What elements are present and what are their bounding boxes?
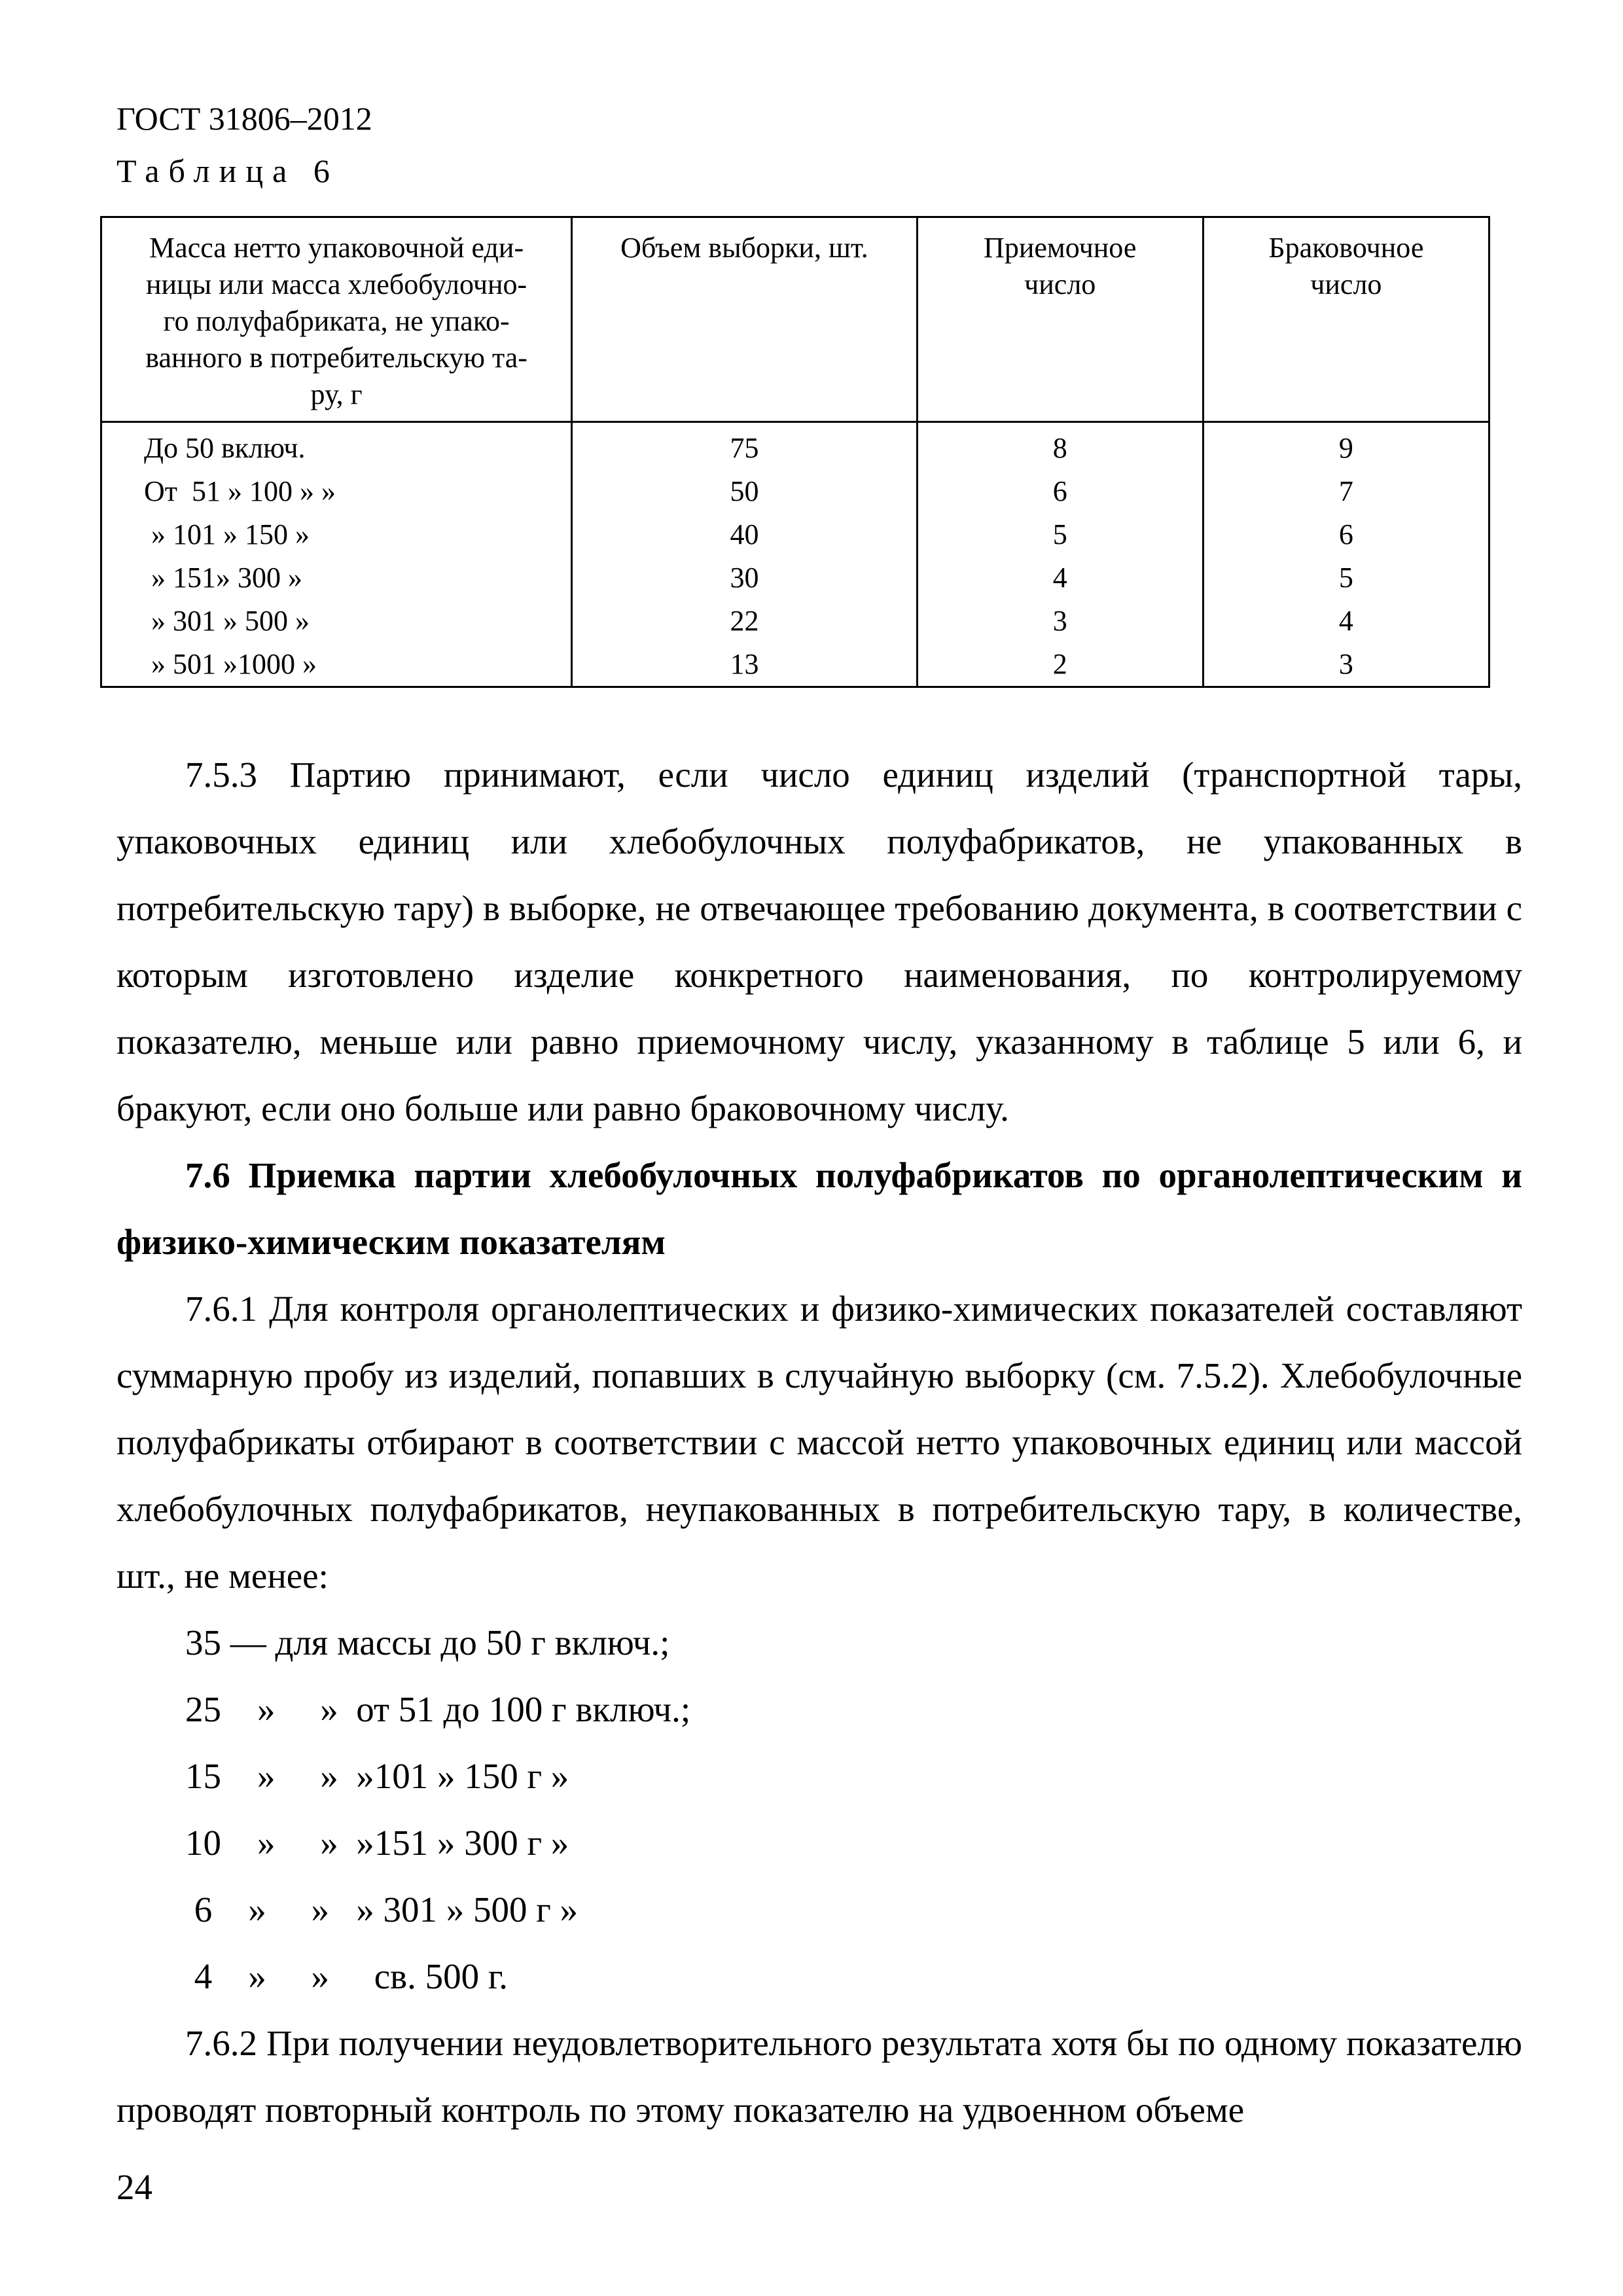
document-header: ГОСТ 31806–2012: [116, 100, 372, 137]
quantity-list-item: 35 — для массы до 50 г включ.;: [185, 1623, 670, 1662]
table-header-row: [101, 217, 1489, 422]
quantity-list-item: 15 » » »101 » 150 г »: [185, 1756, 569, 1796]
cell-mass: » 101 » 150 »: [101, 513, 572, 556]
page-number: 24: [116, 2167, 152, 2207]
section-heading-7-6: 7.6 Приемка партии хлебобулочных полуфабрикатов по органолептическим и физико-химическим показателям: [116, 1155, 1522, 1262]
cell-mass: » 301 » 500 »: [101, 600, 572, 643]
paragraph-7-5-3: 7.5.3 Партию принимают, если число единиц изделий (транспортной тары, упаковочных единиц или хлебобулочных полуфабрикатов, не упакованных в потребительскую тару) в выборке, не отвечающее требованию документа, в соответствии с которым изготовлено изделие конкретного наименования, по контролируемому показателю, меньше или равно приемочному числу, указанному в таблице 5 или 6, и бракуют, если оно больше или равно браковочному числу.: [116, 755, 1522, 1128]
column-header-mass: [101, 217, 572, 422]
cell-acceptance-number: 3: [917, 600, 1203, 643]
cell-rejection-number: 4: [1203, 600, 1489, 643]
cell-rejection-number: 3: [1203, 643, 1489, 687]
cell-rejection-number: 5: [1203, 556, 1489, 600]
cell-mass: До 50 включ.: [101, 422, 572, 471]
cell-sample-size: 22: [572, 600, 918, 643]
column-header-label: Браковочное число: [1268, 232, 1424, 300]
cell-acceptance-number: 4: [917, 556, 1203, 600]
quantity-list-item: 25 » » от 51 до 100 г включ.;: [185, 1689, 691, 1729]
column-header-label: Масса нетто упаковочной еди- ницы или масса хлебобулочно- го полуфабриката, не упако- ванного в потребительскую та- ру, г: [145, 232, 527, 410]
cell-acceptance-number: 5: [917, 513, 1203, 556]
table-row: [101, 643, 1489, 687]
column-header-sample-size: [572, 217, 918, 422]
cell-acceptance-number: 6: [917, 470, 1203, 513]
cell-mass: » 151» 300 »: [101, 556, 572, 600]
cell-rejection-number: 9: [1203, 422, 1489, 471]
cell-sample-size: 75: [572, 422, 918, 471]
table-row: [101, 470, 1489, 513]
table-row: [101, 422, 1489, 471]
cell-mass: От 51 » 100 » »: [101, 470, 572, 513]
cell-sample-size: 40: [572, 513, 918, 556]
cell-acceptance-number: 8: [917, 422, 1203, 471]
column-header-label: Объем выборки, шт.: [620, 232, 868, 264]
table-row: [101, 600, 1489, 643]
column-header-label: Приемочное число: [984, 232, 1137, 300]
cell-sample-size: 13: [572, 643, 918, 687]
cell-sample-size: 50: [572, 470, 918, 513]
cell-mass: » 501 »1000 »: [101, 643, 572, 687]
paragraph-7-6-2: 7.6.2 При получении неудовлетворительного результата хотя бы по одному показателю проводят повторный контроль по этому показателю на удвоенном объеме: [116, 2023, 1522, 2130]
document-body: [116, 742, 1522, 2144]
cell-acceptance-number: 2: [917, 643, 1203, 687]
paragraph-7-6-1: 7.6.1 Для контроля органолептических и физико-химических показателей составляют суммарную пробу из изделий, попавших в случайную выборку (см. 7.5.2). Хлебобулочные полуфабрикаты отбирают в соответствии с массой нетто упаковочных единиц или массой хлебобулочных полуфабрикатов, неупакованных в потребительскую тару, в количестве, шт., не менее:: [116, 1289, 1522, 1596]
quantity-list-item: 4 » » св. 500 г.: [185, 1956, 508, 1996]
cell-rejection-number: 6: [1203, 513, 1489, 556]
table-caption: Таблица 6: [116, 152, 339, 189]
sampling-table: [100, 216, 1490, 688]
table-row: [101, 556, 1489, 600]
column-header-acceptance-number: [917, 217, 1203, 422]
table-row: [101, 513, 1489, 556]
quantity-list-item: 6 » » » 301 » 500 г »: [185, 1890, 579, 1929]
cell-rejection-number: 7: [1203, 470, 1489, 513]
column-header-rejection-number: [1203, 217, 1489, 422]
quantity-list-item: 10 » » »151 » 300 г »: [185, 1823, 569, 1863]
cell-sample-size: 30: [572, 556, 918, 600]
